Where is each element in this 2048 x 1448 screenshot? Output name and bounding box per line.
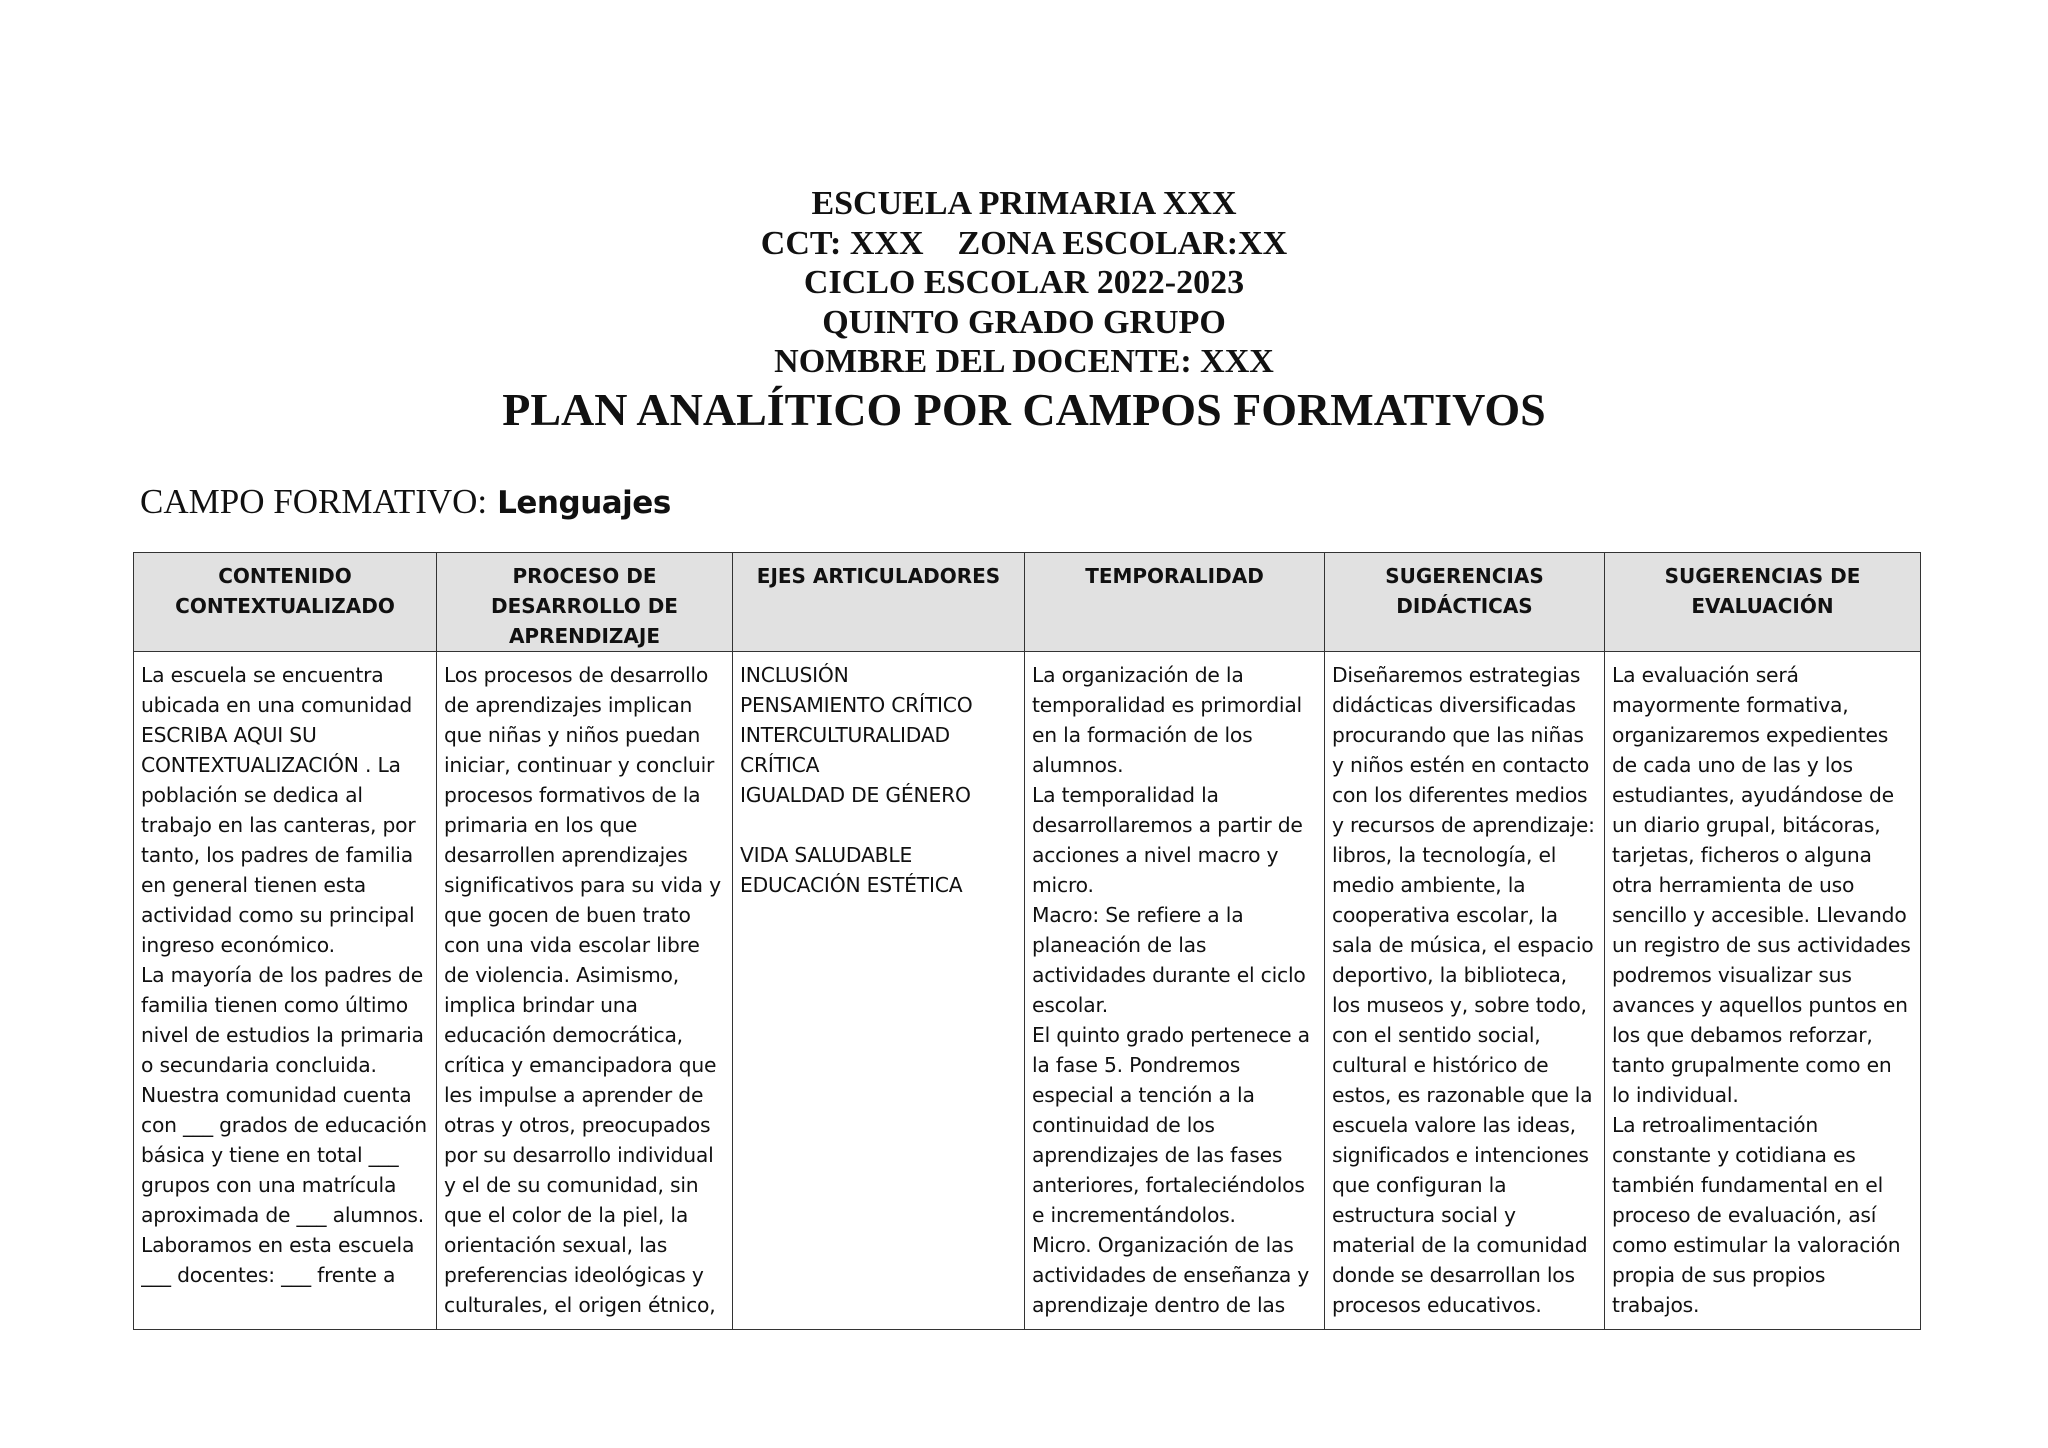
cell-sugerencias-didacticas [1325, 652, 1605, 1330]
campo-formativo-label: CAMPO FORMATIVO: [140, 482, 488, 521]
cell-proceso [437, 652, 733, 1330]
cell-sugerencias-didacticas-text: Diseñaremos estrategias didácticas diversificadas procurando que las niñas y niños estén en contacto con los diferentes medios y recursos de aprendizaje: libros, la tecnología, el medio ambiente, la cooperativa escolar, la sala de música, el espacio deportivo, la biblioteca, los museos y, sobre todo, con el sentido social, cultural e histórico de estos, es razonable que la escuela valore las ideas, significados e intenciones que configuran la estructura social y material de la comunidad donde se desarrollan los procesos educativos. [1332, 663, 1595, 1317]
school-name: ESCUELA PRIMARIA XXX [811, 185, 1237, 222]
cell-contenido [134, 652, 437, 1330]
cell-contenido-text: La escuela se encuentra ubicada en una comunidad ESCRIBA AQUI SU CONTEXTUALIZACIÓN . La población se dedica al trabajo en las canteras, por tanto, los padres de familia en general tienen esta actividad como su principal ingreso económico. La mayoría de los padres de familia tienen como último nivel de estudios la primaria o secundaria concluida. Nuestra comunidad cuenta con ___ grados de educación básica y tiene en total ___ grupos con una matrícula aproximada de ___ alumnos. Laboramos en esta escuela ___ docentes: ___ frente a [141, 663, 427, 1287]
cell-ejes-text: INCLUSIÓN PENSAMIENTO CRÍTICO INTERCULTURALIDAD CRÍTICA IGUALDAD DE GÉNERO VIDA SALUDABLE EDUCACIÓN ESTÉTICA [740, 663, 973, 897]
document-header [0, 184, 2048, 438]
header-temporalidad: TEMPORALIDAD [1025, 553, 1325, 652]
table-row [134, 652, 1921, 1330]
cell-ejes [733, 652, 1025, 1330]
header-proceso: PROCESO DE DESARROLLO DE APRENDIZAJE [437, 553, 733, 652]
cct-zone: CCT: XXX ZONA ESCOLAR:XX [760, 224, 1288, 262]
teacher-name: NOMBRE DEL DOCENTE: XXX [774, 343, 1274, 380]
campo-formativo-value: Lenguajes [497, 485, 671, 521]
header-sugerencias-didacticas: SUGERENCIAS DIDÁCTICAS [1325, 553, 1605, 652]
cell-temporalidad [1025, 652, 1325, 1330]
grade-group: QUINTO GRADO GRUPO [822, 303, 1226, 341]
table-header-row [134, 553, 1921, 652]
header-ejes: EJES ARTICULADORES [733, 553, 1025, 652]
school-cycle: CICLO ESCOLAR 2022-2023 [803, 264, 1245, 301]
header-contenido: CONTENIDO CONTEXTUALIZADO [134, 553, 437, 652]
header-sugerencias-evaluacion: SUGERENCIAS DE EVALUACIÓN [1605, 553, 1921, 652]
plan-table [133, 552, 1921, 1330]
cell-sugerencias-evaluacion [1605, 652, 1921, 1330]
cell-sugerencias-evaluacion-text: La evaluación será mayormente formativa, organizaremos expedientes de cada uno de las y los estudiantes, ayudándose de un diario grupal, bitácoras, tarjetas, ficheros o alguna otra herramienta de uso sencillo y accesible. Llevando un registro de sus actividades podremos visualizar sus avances y aquellos puntos en los que debamos reforzar, tanto grupalmente como en lo individual. La retroalimentación constante y cotidiana es también fundamental en el proceso de evaluación, así como estimular la valoración propia de sus propios trabajos. [1612, 663, 1911, 1317]
campo-formativo [140, 481, 671, 524]
cell-temporalidad-text: La organización de la temporalidad es primordial en la formación de los alumnos. La temporalidad la desarrollaremos a partir de acciones a nivel macro y micro. Macro: Se refiere a la planeación de las actividades durante el ciclo escolar. El quinto grado pertenece a la fase 5. Pondremos especial a tención a la continuidad de los aprendizajes de las fases anteriores, fortaleciéndolos e incrementándolos. Micro. Organización de las actividades de enseñanza y aprendizaje dentro de las [1032, 663, 1310, 1317]
cell-proceso-text: Los procesos de desarrollo de aprendizajes implican que niñas y niños puedan iniciar, continuar y concluir procesos formativos de la primaria en los que desarrollen aprendizajes significativos para su vida y que gocen de buen trato con una vida escolar libre de violencia. Asimismo, implica brindar una educación democrática, crítica y emancipadora que les impulse a aprender de otras y otros, preocupados por su desarrollo individual y el de su comunidad, sin que el color de la piel, la orientación sexual, las preferencias ideológicas y culturales, el origen étnico, [444, 663, 721, 1317]
document-title: PLAN ANALÍTICO POR CAMPOS FORMATIVOS [502, 383, 1546, 435]
